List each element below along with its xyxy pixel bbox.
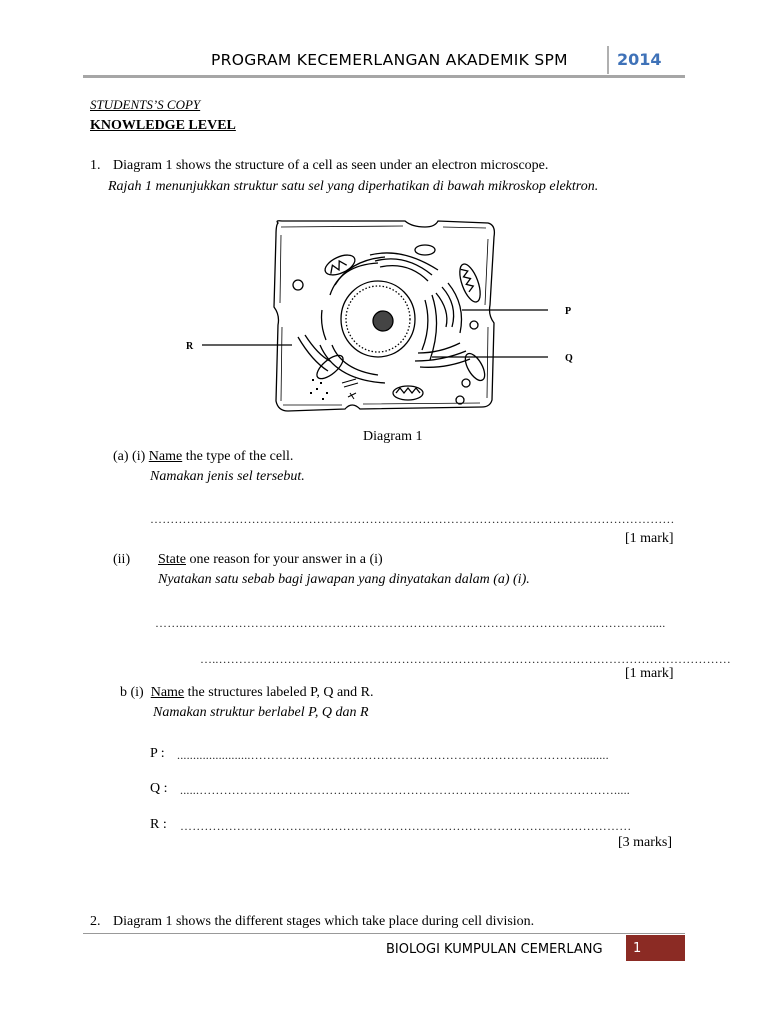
- answer-label-r: R :: [150, 817, 167, 832]
- question-1-number: 1.: [90, 158, 101, 173]
- header-separator: [607, 46, 609, 74]
- page-number-box: [626, 935, 685, 961]
- answer-label-q: Q :: [150, 781, 168, 796]
- nucleolus: [373, 311, 393, 331]
- question-1a-i: [113, 449, 293, 465]
- mark-1a-ii: [1 mark]: [625, 666, 674, 681]
- question-1a-i-text: the type of the cell.: [182, 449, 294, 464]
- question-1a-i-prefix: (a) (i): [113, 449, 146, 464]
- question-1b-i: [120, 685, 374, 701]
- page-number: 1: [633, 941, 642, 956]
- question-1b-i-keyword: Name: [150, 685, 185, 700]
- question-1b-i-prefix: b (i): [120, 685, 144, 700]
- level-label: KNOWLEDGE LEVEL: [90, 118, 236, 133]
- question-1a-ii-keyword: State: [158, 552, 186, 567]
- question-2-text: Diagram 1 shows the different stages which take place during cell division.: [113, 914, 535, 929]
- header-title: PROGRAM KECEMERLANGAN AKADEMIK SPM: [211, 51, 568, 69]
- question-1b-i-malay: Namakan struktur berlabel P, Q dan R: [153, 705, 369, 720]
- mark-1b-i: [3 marks]: [618, 835, 673, 850]
- header-year: 2014: [617, 50, 662, 69]
- answer-line-r[interactable]: …………………………………………………………………………………………………: [180, 819, 632, 833]
- mark-1a-i: [1 mark]: [625, 531, 674, 546]
- answer-line-1a-i[interactable]: …………………………………………………………………………………………………………………: [150, 512, 675, 526]
- footer-text: BIOLOGI KUMPULAN CEMERLANG: [386, 942, 603, 957]
- question-1a-ii-malay: Nyatakan satu sebab bagi jawapan yang dinyatakan dalam (a) (i).: [158, 572, 530, 587]
- answer-label-p: P :: [150, 746, 165, 761]
- question-1a-i-malay: Namakan jenis sel tersebut.: [150, 469, 305, 484]
- question-1a-ii-prefix: (ii): [113, 552, 131, 567]
- question-1a-ii-text: one reason for your answer in a (i): [186, 552, 383, 567]
- question-1-text-malay: Rajah 1 menunjukkan struktur satu sel yang diperhatikan di bawah mikroskop elektron.: [108, 179, 599, 194]
- label-p: P: [565, 306, 572, 317]
- answer-line-p[interactable]: .......................……………………………………………………………………….........: [177, 748, 609, 762]
- question-1a-i-keyword: Name: [148, 449, 183, 464]
- question-2-number: 2.: [90, 914, 101, 929]
- question-1-text: Diagram 1 shows the structure of a cell as seen under an electron microscope.: [113, 158, 549, 173]
- footer-rule: [83, 933, 685, 934]
- answer-line-1a-ii-1[interactable]: ……..…………………………………………………………………………………………………….....: [155, 616, 666, 630]
- question-1b-i-text: the structures labeled P, Q and R.: [184, 685, 374, 700]
- question-1a-ii: [158, 552, 383, 568]
- mitochondria: [313, 251, 488, 400]
- header-rule: [83, 75, 685, 78]
- answer-line-q[interactable]: ......………………………………………………………………………………………….....: [180, 783, 630, 797]
- diagram-caption: Diagram 1: [363, 429, 423, 444]
- cell-diagram: [170, 215, 590, 420]
- label-q: Q: [565, 353, 573, 364]
- answer-line-1a-ii-2[interactable]: …..………………………………………………………………………………………………………………: [200, 652, 731, 666]
- label-r: R: [186, 341, 194, 352]
- copy-label: STUDENTS’S COPY: [90, 97, 201, 112]
